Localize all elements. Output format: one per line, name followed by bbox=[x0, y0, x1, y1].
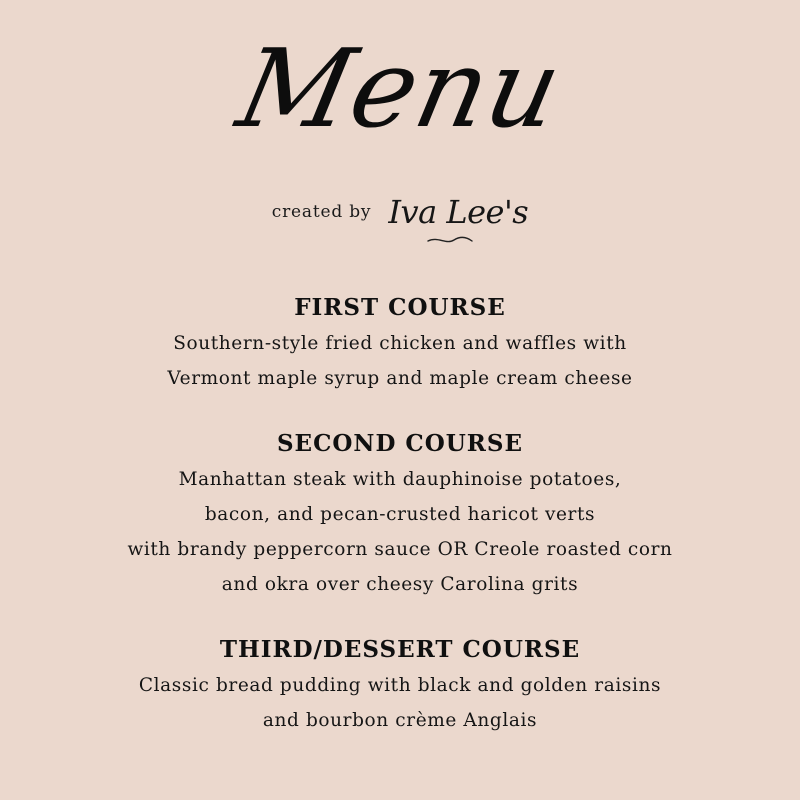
course-line: with brandy peppercorn sauce OR Creole roasted corn bbox=[127, 539, 673, 560]
course-heading: SECOND COURSE bbox=[276, 430, 524, 457]
brand-logo bbox=[388, 193, 529, 231]
menu-title: Menu bbox=[228, 27, 573, 152]
brand-name: Iva Lee's bbox=[388, 193, 529, 231]
course-line: Manhattan steak with dauphinoise potatoes, bbox=[178, 469, 622, 490]
course-third bbox=[0, 632, 800, 738]
course-second bbox=[0, 426, 800, 602]
course-first bbox=[0, 290, 800, 396]
byline bbox=[0, 193, 800, 256]
course-line: and okra over cheesy Carolina grits bbox=[221, 574, 579, 595]
course-line: bacon, and pecan-crusted haricot verts bbox=[204, 504, 596, 525]
course-line: and bourbon crème Anglais bbox=[262, 710, 538, 731]
course-heading: THIRD/DESSERT COURSE bbox=[219, 636, 581, 663]
course-line: Classic bread pudding with black and golden raisins bbox=[138, 675, 662, 696]
courses bbox=[0, 290, 800, 768]
byline-prefix: created by bbox=[271, 202, 372, 222]
course-line: Southern-style fried chicken and waffles with bbox=[173, 333, 627, 354]
course-heading: FIRST COURSE bbox=[294, 294, 506, 321]
course-line: Vermont maple syrup and maple cream cheese bbox=[167, 368, 633, 389]
swash-flourish-icon bbox=[426, 234, 474, 246]
